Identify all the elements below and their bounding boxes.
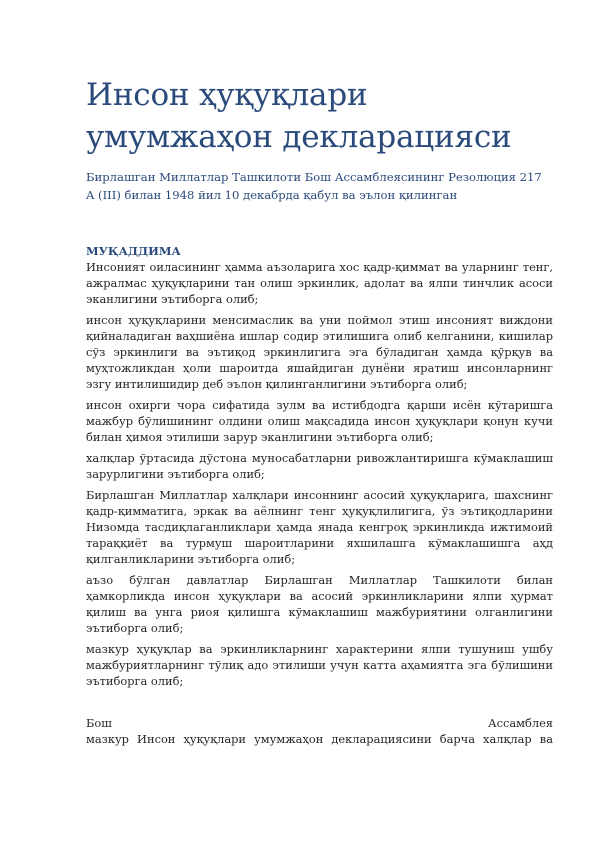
document-title: Инсон ҳуқуқлари умумжаҳон декларацияси [86, 77, 512, 155]
preamble-paragraph-2: инсон ҳуқуқларини менсимаслик ва уни поймол этиш инсоният виждони қийналадиган ваҳшиёна ишлар содир этилишига олиб келганини, кишилар сўз эркинлиги ва эътиқод эркинлигига эга бўладиган ҳамда қўрқув ва муҳтожликдан ҳоли шароитда яшайдиган дунёни яратиш инсонларнинг эзгу интилишидир деб эълон қилинганлигини эътиборга олиб; [86, 313, 553, 391]
closing-left-word: Бош [86, 716, 112, 730]
closing-right-word: Ассамблея [487, 716, 553, 730]
preamble-paragraph-1: Инсоният оиласининг ҳамма аъзоларига хос қадр-қиммат ва уларнинг тенг, ажралмас ҳуқуқларини тан олиш эркинлик, адолат ва ялпи тинчлик асоси эканлигини эътиборга олиб; [86, 260, 553, 306]
closing-heading-line [86, 715, 553, 731]
section-heading: МУҚАДДИМА [86, 244, 181, 258]
preamble-paragraph-4: халқлар ўртасида дўстона муносабатларни ривожлантиришга кўмаклашиш зарурлигини эътиборга олиб; [86, 451, 553, 481]
document-subtitle: Бирлашган Миллатлар Ташкилоти Бош Ассамблеясининг Резолюция 217 A (III) билан 1948 йил 10 декабрда қабул ва эълон қилинган [86, 170, 542, 202]
preamble-paragraph-5: Бирлашган Миллатлар халқлари инсоннинг асосий ҳуқуқларига, шахснинг қадр-қимматига, эркак ва аёлнинг тенг ҳуқуқлилигига, ўз эътиқодларини Низомда тасдиқлаганликлари ҳамда янада кенгроқ эркинликда ижтимоий тараққиёт ва турмуш шароитларини яхшилашга кўмаклашишга аҳд қилганликларини эътиборга олиб; [86, 488, 553, 566]
closing-paragraph: мазкур Инсон ҳуқуқлари умумжаҳон декларациясини барча халқлар ва [86, 732, 553, 746]
preamble-paragraph-7: мазкур ҳуқуқлар ва эркинликларнинг характерини ялпи тушуниш ушбу мажбуриятларнинг тўлиқ адо этилиши учун катта аҳамиятга эга бўлишини эътиборга олиб; [86, 642, 553, 688]
preamble-paragraph-6: аъзо бўлган давлатлар Бирлашган Миллатлар Ташкилоти билан ҳамкорликда инсон ҳуқуқлари ва асосий эркинликларини ялпи ҳурмат қилиш ва унга риоя қилишга кўмаклашиш мажбуриятини олганлигини эътиборга олиб; [86, 573, 553, 635]
preamble-paragraph-3: инсон охирги чора сифатида зулм ва истибдодга қарши исён кўтаришга мажбур бўлишининг олдини олиш мақсадида инсон ҳуқуқлари қонун кучи билан ҳимоя этилиши зарур эканлигини эътиборга олиб; [86, 398, 553, 444]
